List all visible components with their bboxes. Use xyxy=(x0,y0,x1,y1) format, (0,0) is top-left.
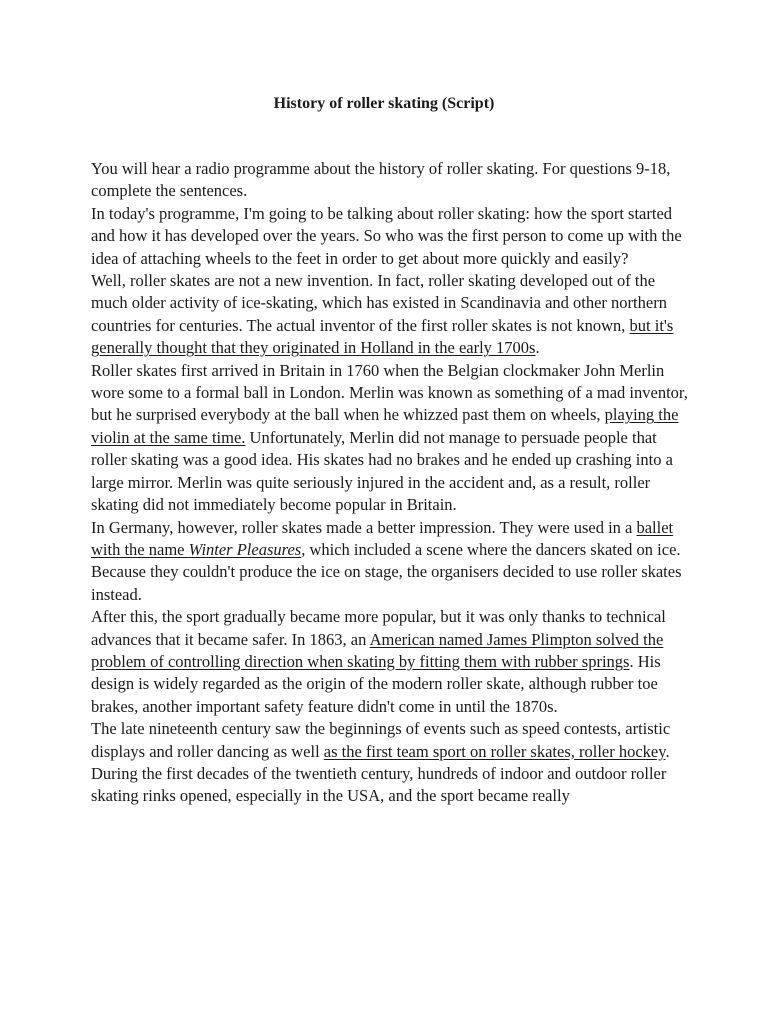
paragraph xyxy=(91,360,691,517)
underlined-answer-text: American named James Plimpton solved the problem of controlling direction when skating by fitting them with rubber springs xyxy=(91,629,664,671)
paragraph xyxy=(91,158,691,203)
document-title: History of roller skating (Script) xyxy=(273,95,495,112)
underlined-answer-text: playing the violin at the same time. xyxy=(91,405,679,447)
paragraph-text: . xyxy=(535,338,540,358)
paragraph xyxy=(91,718,691,763)
paragraph-text: The late nineteenth century saw the beginnings of events such as speed contests, artistic displays and roller dancing as well xyxy=(91,719,671,761)
paragraph-text: In Germany, however, roller skates made a better impression. They were used in a xyxy=(91,517,637,537)
paragraph-text: Unfortunately, Merlin did not manage to persuade people that roller skating was a good idea. His skates had no brakes and he ended up crashing into a large mirror. Merlin was quite seriously injured in the accident and, as a result, roller skating did not immediately become popular in Britain. xyxy=(91,427,673,515)
paragraph-text: . xyxy=(665,741,670,761)
paragraph-text: You will hear a radio programme about the history of roller skating. For questions 9-18, complete the sentences. xyxy=(91,159,671,201)
paragraph-text: . His design is widely regarded as the origin of the modern roller skate, although rubber toe brakes, another important safety feature didn't come in until the 1870s. xyxy=(91,651,661,716)
underlined-answer-text: ballet with the name xyxy=(91,517,674,559)
paragraph-text: After this, the sport gradually became more popular, but it was only thanks to technical advances that it became safer. In 1863, an xyxy=(91,607,666,649)
paragraph xyxy=(91,763,691,808)
paragraph xyxy=(91,606,691,718)
paragraph xyxy=(91,203,691,270)
paragraph-text: Roller skates first arrived in Britain in 1760 when the Belgian clockmaker John Merlin wore some to a formal ball in London. Merlin was known as something of a mad inventor, but he surprised everybody at the ball when he whizzed past them on wheels, xyxy=(91,360,688,425)
paragraph-text: In today's programme, I'm going to be talking about roller skating: how the sport started and how it has developed over the years. So who was the first person to come up with the idea of attaching wheels to the feet in order to get about more quickly and easily? xyxy=(91,203,682,268)
paragraph-text: During the first decades of the twentieth century, hundreds of indoor and outdoor roller skating rinks opened, especially in the USA, and the sport became really xyxy=(91,763,667,806)
paragraph xyxy=(91,517,691,607)
underlined-answer-text: as the first team sport on roller skates, roller hockey xyxy=(323,741,666,761)
underlined-answer-text: but it's generally thought that they originated in Holland in the early 1700s xyxy=(91,315,674,358)
paragraph xyxy=(91,270,691,360)
underlined-answer-text: Winter Pleasures xyxy=(188,539,302,559)
paragraph-text: , which included a scene where the dancers skated on ice. Because they couldn't produce the ice on stage, the organisers decided to use roller skates instead. xyxy=(91,539,682,604)
paragraph-text: Well, roller skates are not a new invention. In fact, roller skating developed out of the much older activity of ice-skating, which has existed in Scandinavia and other northern countries for centuries. The actual inventor of the first roller skates is not known, xyxy=(91,271,667,335)
document-body xyxy=(91,158,691,808)
